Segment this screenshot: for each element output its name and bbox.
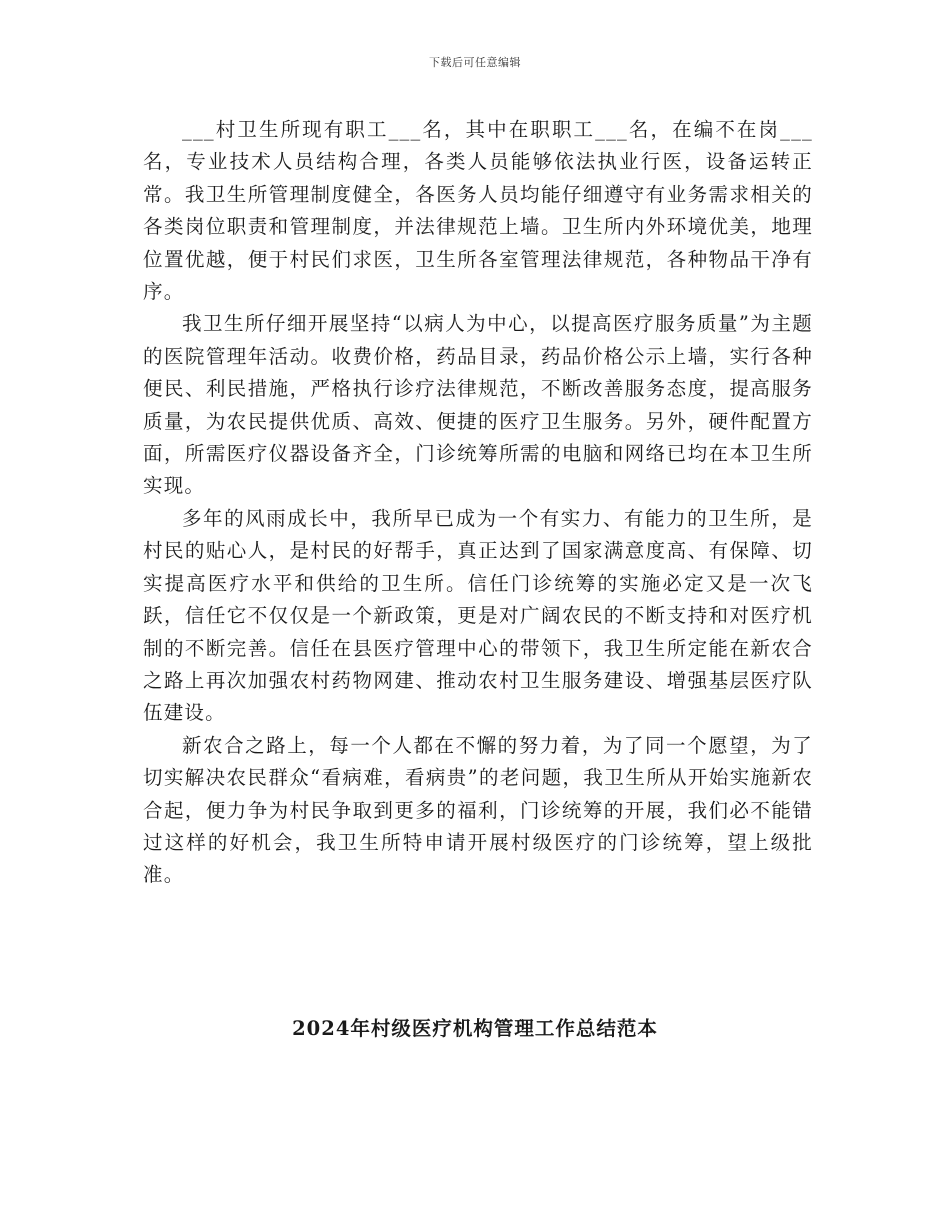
section-title: 2024年村级医疗机构管理工作总结范本 <box>292 1017 658 1040</box>
header-note: 下载后可任意编辑 <box>429 56 521 69</box>
paragraph: 我卫生所仔细开展坚持“以病人为中心，以提高医疗服务质量”为主题的医院管理年活动。收费价格，药品目录，药品价格公示上墙，实行各种便民、利民措施，严格执行诊疗法律规范，不断改善服务态度，提高服务质量，为农民提供优质、高效、便捷的医疗卫生服务。另外，硬件配置方面，所需医疗仪器设备齐全，门诊统筹所需的电脑和网络已均在本卫生所实现。 <box>143 312 813 498</box>
paragraph: ___村卫生所现有职工___名，其中在职职工___名，在编不在岗___名，专业技术人员结构合理，各类人员能够依法执业行医，设备运转正常。我卫生所管理制度健全，各医务人员均能仔细遵守有业务需求相关的各类岗位职责和管理制度，并法律规范上墙。卫生所内外环境优美，地理位置优越，便于村民们求医，卫生所各室管理法律规范，各种物品干净有序。 <box>143 118 813 304</box>
document-body <box>143 114 813 892</box>
paragraph: 多年的风雨成长中，我所早已成为一个有实力、有能力的卫生所，是村民的贴心人，是村民的好帮手，真正达到了国家满意度高、有保障、切实提高医疗水平和供给的卫生所。信任门诊统筹的实施必定又是一次飞跃，信任它不仅仅是一个新政策，更是对广阔农民的不断支持和对医疗机制的不断完善。信任在县医疗管理中心的带领下，我卫生所定能在新农合之路上再次加强农村药物网建、推动农村卫生服务建设、增强基层医疗队伍建设。 <box>143 506 813 725</box>
paragraph: 新农合之路上，每一个人都在不懈的努力着，为了同一个愿望，为了切实解决农民群众“看病难，看病贵”的老问题，我卫生所从开始实施新农合起，便力争为村民争取到更多的福利，门诊统筹的开展，我们必不能错过这样的好机会，我卫生所特申请开展村级医疗的门诊统筹，望上级批准。 <box>143 733 813 887</box>
